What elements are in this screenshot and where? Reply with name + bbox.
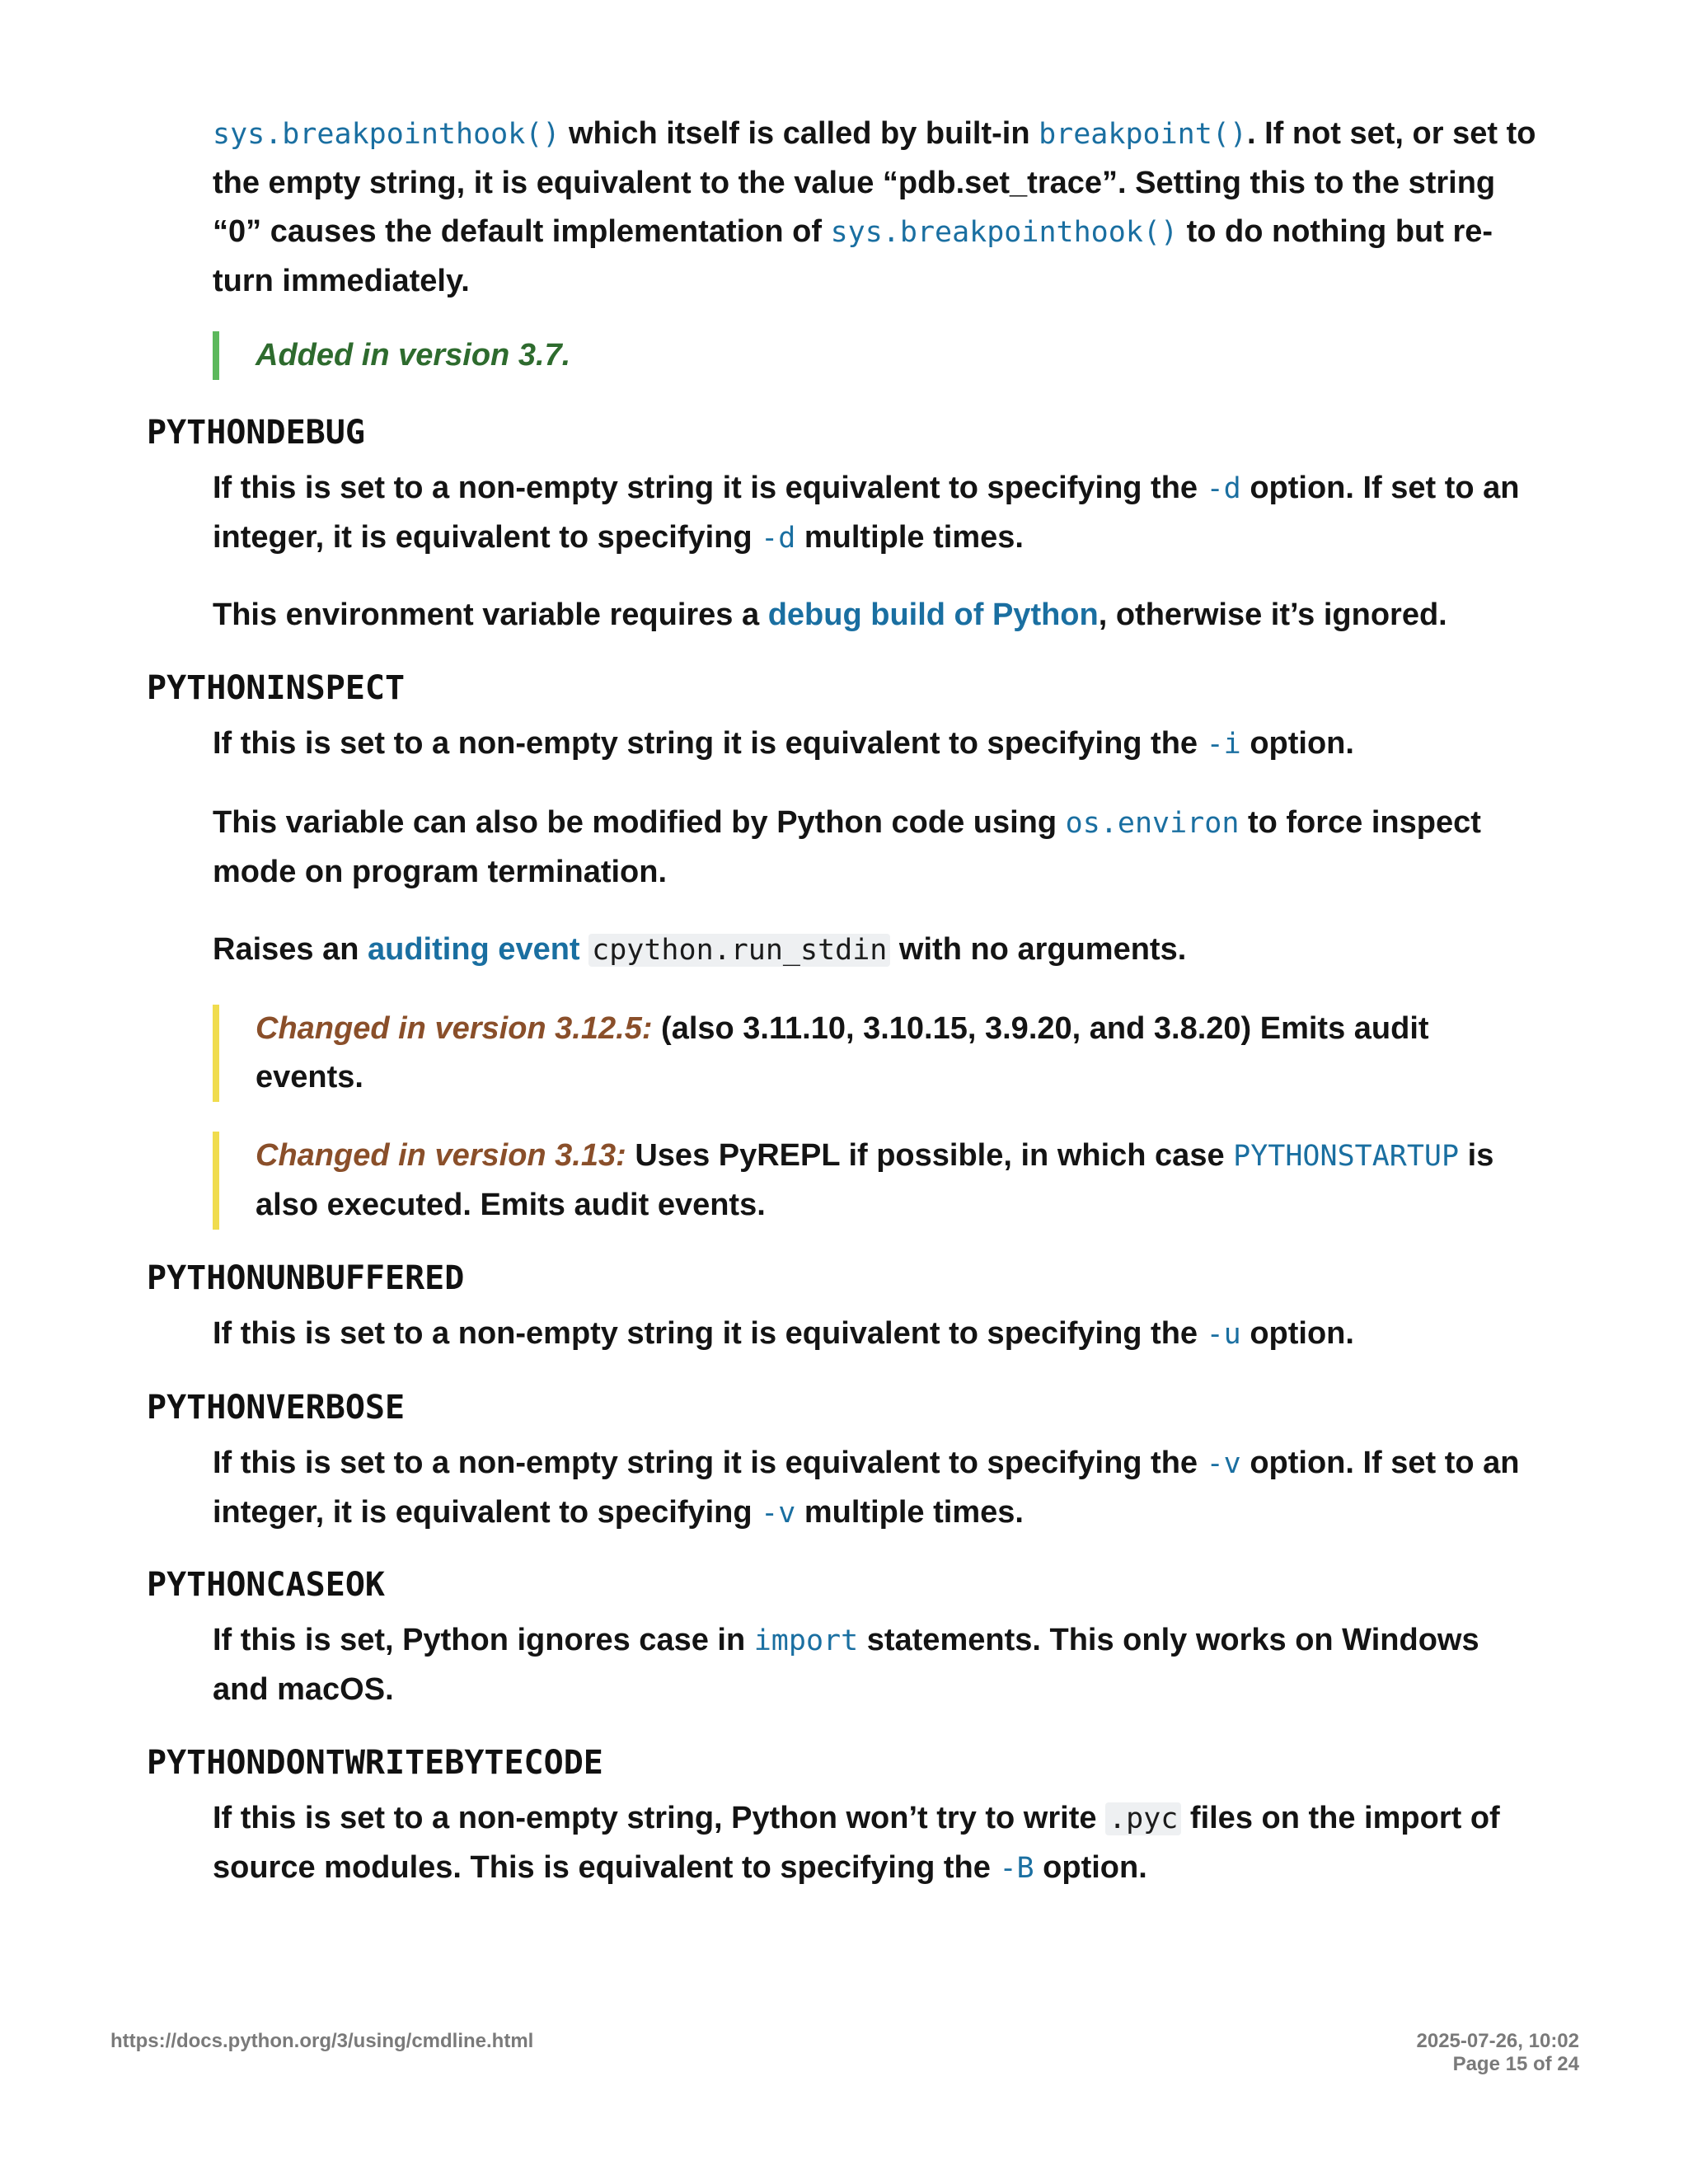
event-name-code: cpython.run_stdin	[588, 934, 890, 967]
text: to do nothing but re-turn immediately.	[213, 214, 1493, 298]
text: This environment variable requires a	[213, 598, 768, 632]
text: option.	[1240, 1316, 1354, 1351]
text: to force inspect mode on program termination.	[213, 805, 1481, 889]
pythoninspect-audit	[213, 926, 1540, 975]
text: multiple times.	[795, 520, 1024, 555]
version-changed-note	[213, 1132, 1540, 1230]
option-d-link[interactable]: -d	[761, 522, 796, 555]
text: Raises an	[213, 932, 368, 967]
pyc-code: .pyc	[1105, 1802, 1181, 1835]
pythonunbuffered-description	[213, 1310, 1540, 1359]
text: If this is set to a non-empty string it is equivalent to specifying the	[213, 471, 1207, 505]
text: This variable can also be modified by Python code using	[213, 805, 1066, 840]
text: option. If set to an integer, it is equivalent to specifying	[213, 1446, 1520, 1530]
text: which itself is called by built-in	[560, 116, 1039, 151]
text: statements. This only works on Windows and macOS.	[213, 1623, 1479, 1707]
pythonstartup-link[interactable]: PYTHONSTARTUP	[1233, 1140, 1460, 1173]
debug-build-link[interactable]: debug build of Python	[767, 598, 1099, 632]
envvar-heading-pythoninspect: PYTHONINSPECT	[147, 669, 406, 707]
envvar-heading-pythondontwritebytecode: PYTHONDONTWRITEBYTECODE	[147, 1744, 603, 1782]
footer-meta	[1417, 2030, 1579, 2076]
pythondebug-note	[213, 591, 1540, 640]
pythondebug-description	[213, 464, 1540, 563]
text: option.	[1034, 1850, 1147, 1885]
text: with no arguments.	[890, 932, 1187, 967]
text: option. If set to an integer, it is equivalent to specifying	[213, 471, 1520, 555]
text: files on the import of source modules. This is equivalent to specifying the	[213, 1801, 1500, 1885]
pythoninspect-description	[213, 719, 1540, 769]
text: option.	[1240, 726, 1354, 761]
version-added-note	[213, 331, 1540, 380]
option-d-link[interactable]: -d	[1206, 472, 1241, 505]
pythonverbose-description	[213, 1439, 1540, 1538]
text: If this is set to a non-empty string it is equivalent to specifying the	[213, 726, 1207, 761]
option-u-link[interactable]: -u	[1206, 1318, 1241, 1351]
text: (also 3.11.10, 3.10.15, 3.9.20, and 3.8.20) Emits audit events.	[256, 1011, 1429, 1094]
version-changed-label: Changed in version 3.12.5:	[256, 1011, 653, 1046]
envvar-heading-pythoncaseok: PYTHONCASEOK	[147, 1566, 385, 1604]
pythoncaseok-description	[213, 1616, 1540, 1714]
text: If this is set to a non-empty string it is equivalent to specifying the	[213, 1316, 1207, 1351]
version-changed-label: Changed in version 3.13:	[256, 1138, 626, 1173]
envvar-heading-pythondebug: PYTHONDEBUG	[147, 414, 365, 452]
text: . If not set, or set to the empty string, it is equivalent to the value “pdb.set_trace”. Setting this to the string “0” causes the default implementation of	[213, 116, 1536, 249]
option-B-link[interactable]: -B	[999, 1852, 1034, 1885]
envvar-heading-pythonverbose: PYTHONVERBOSE	[147, 1389, 406, 1427]
text: If this is set to a non-empty string, Python won’t try to write	[213, 1801, 1106, 1835]
pythondontwritebytecode-description	[213, 1794, 1540, 1893]
envvar-heading-pythonunbuffered: PYTHONUNBUFFERED	[147, 1259, 465, 1297]
text: Uses PyREPL if possible, in which case	[626, 1138, 1234, 1173]
footer-page-number: Page 15 of 24	[1452, 2053, 1579, 2075]
version-added-text: Added in version 3.7.	[256, 338, 571, 373]
import-link[interactable]: import	[753, 1624, 859, 1657]
text: is also executed. Emits audit events.	[256, 1138, 1494, 1222]
text: If this is set to a non-empty string it is equivalent to specifying the	[213, 1446, 1207, 1480]
option-v-link[interactable]: -v	[1206, 1447, 1241, 1480]
auditing-event-link[interactable]: auditing event	[368, 932, 580, 967]
text: , otherwise it’s ignored.	[1098, 598, 1447, 632]
option-v-link[interactable]: -v	[761, 1497, 796, 1530]
sys-breakpointhook-link[interactable]: sys.breakpointhook()	[213, 118, 560, 151]
os-environ-link[interactable]: os.environ	[1065, 807, 1240, 840]
text: multiple times.	[795, 1495, 1024, 1530]
pythoninspect-environ-note	[213, 799, 1540, 897]
breakpoint-paragraph	[213, 110, 1540, 306]
footer-url: https://docs.python.org/3/using/cmdline.html	[110, 2030, 534, 2052]
sys-breakpointhook-link[interactable]: sys.breakpointhook()	[830, 216, 1179, 249]
text: If this is set, Python ignores case in	[213, 1623, 754, 1657]
version-changed-note	[213, 1005, 1540, 1102]
footer-datetime: 2025-07-26, 10:02	[1416, 2030, 1579, 2052]
breakpoint-link[interactable]: breakpoint()	[1039, 118, 1247, 151]
option-i-link[interactable]: -i	[1206, 728, 1241, 761]
